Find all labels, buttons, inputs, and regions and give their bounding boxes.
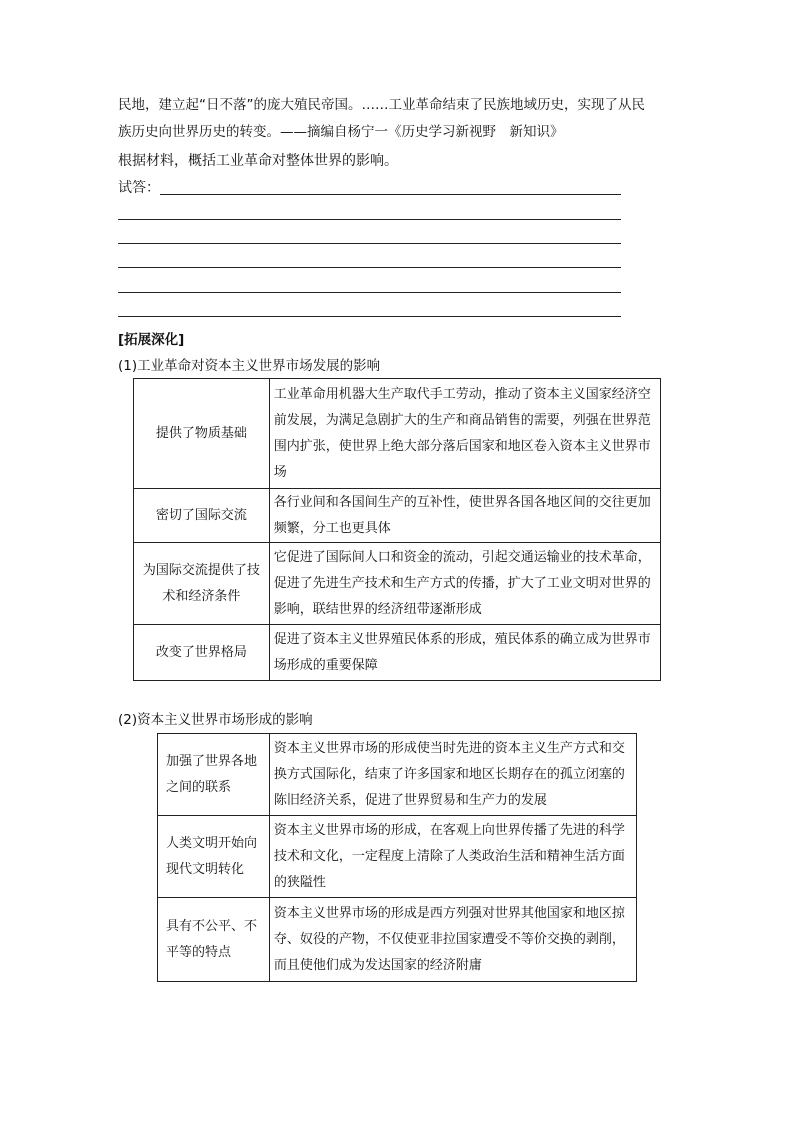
material-line-2: 族历史向世界历史的转变。——摘编自杨宁一《历史学习新视野 新知识》 <box>118 124 564 140</box>
answer-line-6[interactable] <box>118 316 621 317</box>
table-key-cell: 人类文明开始向现代文明转化 <box>158 816 270 898</box>
material-line-1: 民地，建立起“日不落”的庞大殖民帝国。……工业革命结束了民族地域历史，实现了从民 <box>118 97 645 113</box>
table-key-cell: 加强了世界各地之间的联系 <box>158 734 270 816</box>
table-key-cell: 密切了国际交流 <box>134 489 270 543</box>
answer-line-1[interactable] <box>160 194 621 195</box>
table-row <box>134 379 661 489</box>
table1 <box>133 378 661 681</box>
answer-line-2[interactable] <box>118 219 621 220</box>
answer-label: 试答： <box>118 180 160 196</box>
table-row <box>158 816 637 898</box>
table-value-cell: 工业革命用机器大生产取代手工劳动，推动了资本主义国家经济空前发展，为满足急剧扩大的生产和商品销售的需要，列强在世界范围内扩张，使世界上绝大部分落后国家和地区卷入资本主义世界市场 <box>269 379 660 489</box>
table-row <box>134 543 661 625</box>
section-title: [拓展深化] <box>118 332 185 348</box>
table-row <box>158 734 637 816</box>
table-key-cell: 具有不公平、不平等的特点 <box>158 898 270 982</box>
answer-line-4[interactable] <box>118 267 621 268</box>
table-value-cell: 促进了资本主义世界殖民体系的形成，殖民体系的确立成为世界市场形成的重要保障 <box>269 625 660 681</box>
question-prompt: 根据材料，概括工业革命对整体世界的影响。 <box>118 153 398 169</box>
table-row <box>158 898 637 982</box>
answer-line-3[interactable] <box>118 243 621 244</box>
table1-heading: (1)工业革命对资本主义世界市场发展的影响 <box>118 358 381 374</box>
table-value-cell: 各行业间和各国间生产的互补性，使世界各国各地区间的交往更加频繁，分工也更具体 <box>269 489 660 543</box>
table2-heading: (2)资本主义世界市场形成的影响 <box>118 712 313 728</box>
table-key-cell: 改变了世界格局 <box>134 625 270 681</box>
table-key-cell: 提供了物质基础 <box>134 379 270 489</box>
table-value-cell: 资本主义世界市场的形成使当时先进的资本主义生产方式和交换方式国际化，结束了许多国家和地区长期存在的孤立闭塞的陈旧经济关系，促进了世界贸易和生产力的发展 <box>269 734 636 816</box>
answer-line-5[interactable] <box>118 292 621 293</box>
table-row <box>134 625 661 681</box>
table-key-cell: 为国际交流提供了技术和经济条件 <box>134 543 270 625</box>
table-row <box>134 489 661 543</box>
table-value-cell: 资本主义世界市场的形成是西方列强对世界其他国家和地区掠夺、奴役的产物，不仅使亚非拉国家遭受不等价交换的剥削，而且使他们成为发达国家的经济附庸 <box>269 898 636 982</box>
table2 <box>157 733 637 982</box>
table-value-cell: 资本主义世界市场的形成，在客观上向世界传播了先进的科学技术和文化，一定程度上清除了人类政治生活和精神生活方面的狭隘性 <box>269 816 636 898</box>
table-value-cell: 它促进了国际间人口和资金的流动，引起交通运输业的技术革命，促进了先进生产技术和生产方式的传播，扩大了工业文明对世界的影响，联结世界的经济纽带逐渐形成 <box>269 543 660 625</box>
